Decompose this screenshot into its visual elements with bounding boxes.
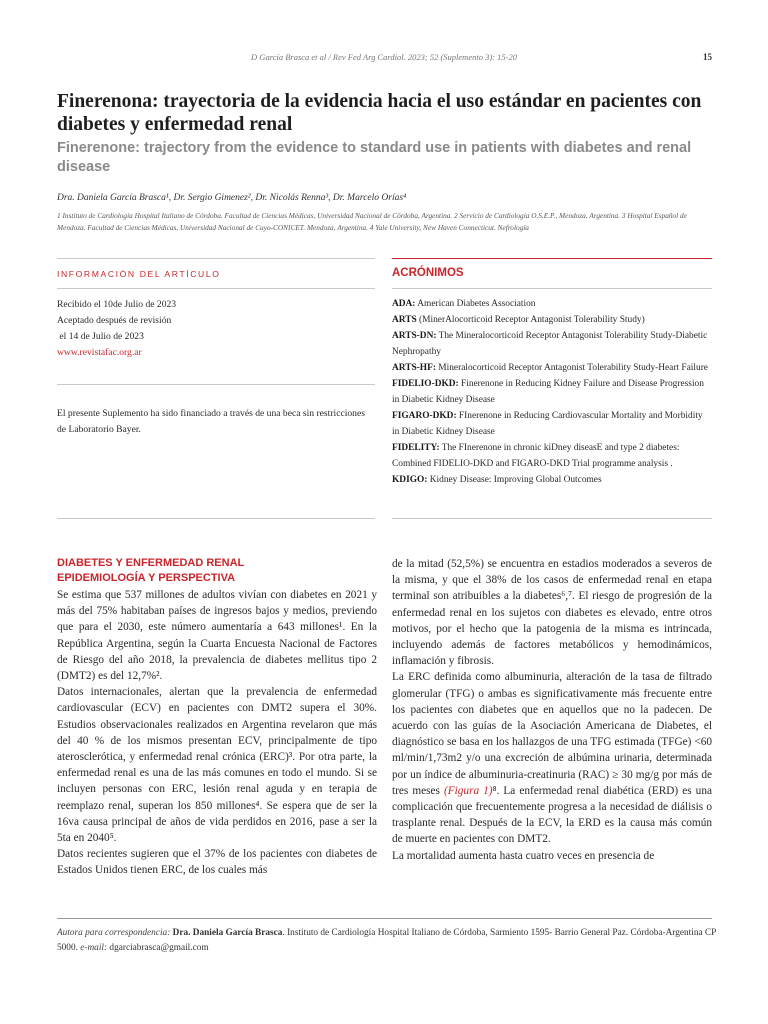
body-left-column: [57, 556, 377, 879]
running-head: D García Brasca et al / Rev Fed Arg Cardiol. 2023; 52 (Suplemento 3): 15-20: [251, 52, 517, 62]
body-right-column: [392, 556, 712, 864]
acronym-definition: The FInerenone in chronic kiDney diseasE and type 2 diabetes: Combined FIDELIO-DKD and FIGARO-DKD Trial programme analysis .: [392, 443, 680, 469]
author-list: Dra. Daniela García Brasca¹, Dr. Sergio Gimenez², Dr. Nicolás Renna³, Dr. Marcelo Orías⁴: [57, 193, 407, 203]
journal-website-link[interactable]: www.revistafac.org.ar: [57, 347, 142, 358]
correspondence-address: . Instituto de Cardiología Hospital Italiano de Córdoba, Sarmiento 1595- Barrio General Paz. Córdoba-Argentina CP 5000.: [57, 928, 716, 953]
body-paragraph: Datos internacionales, alertan que la prevalencia de enfermedad cardiovascular (ECV) en pacientes con DMT2 supera el 30%. Estudios observacionales realizados en Argentina revelaron que más del 40 % de los mismos presentan ECV, principalmente de tipo aterosclerótica, y enfermedad renal crónica (ERC)³. Por otra parte, la enfermedad renal es una de las más comunes en todo el mundo. Si se incluyen personas con ERC, lesión renal aguda y en terapia de reemplazo renal, superan los 850 millones⁴. Se espera que de ser la 16va causa principal de años de vida perdidos en 2016, pase a ser la 5ta en 2040⁵.: [57, 686, 377, 845]
acronym-term: FIDELIO-DKD:: [392, 379, 459, 389]
paragraph-text: ⁸. La enfermedad renal diabética (ERD) es una complicación que frecuentemente progresa a la necesidad de diálisis o trasplante renal. Después de la ECV, la ERD es la causa más común de muerte en pacientes con DMT2.: [392, 784, 712, 846]
acronym-item: [392, 312, 712, 328]
acronym-term: ARTS-HF:: [392, 363, 436, 373]
divider: [57, 258, 375, 259]
acronym-term: ADA:: [392, 299, 416, 309]
funding-statement: El presente Suplemento ha sido financiado a través de una beca sin restricciones de Laboratorio Bayer.: [57, 408, 365, 435]
divider: [392, 258, 712, 259]
email-label: e-mail:: [80, 942, 108, 953]
acronym-item: [392, 472, 712, 488]
acronym-definition: (MinerAlocorticoid Receptor Antagonist Tolerability Study): [416, 315, 645, 325]
section-heading-line-1: DIABETES Y ENFERMEDAD RENAL: [57, 557, 245, 569]
acronym-item: [392, 360, 712, 376]
correspondence-email[interactable]: dgarciabrasca@gmail.com: [107, 942, 209, 953]
acronym-definition: FInerenone in Reducing Cardiovascular Mortality and Morbidity in Diabetic Kidney Disease: [392, 411, 703, 437]
acronym-definition: Finerenone in Reducing Kidney Failure and Disease Progression in Diabetic Kidney Disease: [392, 379, 704, 405]
acronym-item: [392, 408, 712, 440]
correspondence-note: [57, 926, 717, 955]
footer-divider: [57, 918, 712, 919]
figure-reference-link[interactable]: (Figura 1): [443, 784, 493, 797]
acronym-item: [392, 440, 712, 472]
divider: [392, 518, 712, 519]
section-heading-line-2: EPIDEMIOLOGÍA Y PERSPECTIVA: [57, 571, 236, 584]
acronym-term: ARTS-DN:: [392, 331, 437, 341]
acronym-term: ARTS: [392, 315, 417, 325]
correspondence-author: Dra. Daniela García Brasca: [170, 928, 283, 938]
acronyms-heading: ACRÓNIMOS: [392, 267, 464, 279]
divider: [57, 288, 375, 289]
divider: [57, 518, 375, 519]
acronym-term: FIGARO-DKD:: [392, 411, 457, 421]
article-title-spanish: Finerenona: trayectoria de la evidencia hacia el uso estándar en pacientes con diabetes y enfermedad renal: [57, 91, 702, 135]
acronym-term: FIDELITY:: [392, 443, 440, 453]
article-info-heading: INFORMACIÓN DEL ARTÍCULO: [57, 269, 221, 279]
received-date: Recibido el 10de Julio de 2023: [57, 299, 177, 310]
body-paragraph: Se estima que 537 millones de adultos vivían con diabetes en 2021 y más del 75% habitaban países de ingresos bajos y medios, previendo que para el 2030, este número aumentaría a 643 millones¹. En la República Argentina, según la Cuarta Encuesta Nacional de Factores de Riesgo del año 2018, la prevalencia de diabetes mellitus tipo 2 (DMT2) es del 12,7%².: [57, 589, 377, 683]
accepted-date: el 14 de Julio de 2023: [57, 331, 144, 342]
acronym-definition: American Diabetes Association: [415, 299, 536, 309]
body-paragraph: de la mitad (52,5%) se encuentra en estadios moderados a severos de la misma, y que el 38% de los casos de enfermedad renal en etapa terminal son atribuibles a la diabetes⁶,⁷. El riesgo de progresión de la enfermedad renal en los sujetos con diabetes es elevado, entre otros motivos, por el hecho que la patogenia de la misma es intrincada, incluyendo además de factores metabólicos y hemodinámicos, inflamación y fibrosis.: [392, 558, 712, 668]
article-title-english: Finerenone: trajectory from the evidence to standard use in patients with diabetes and renal disease: [57, 140, 692, 175]
acronym-definition: Kidney Disease: Improving Global Outcomes: [427, 475, 602, 485]
body-paragraph: Datos recientes sugieren que el 37% de los pacientes con diabetes de Estados Unidos tienen ERC, de los cuales más: [57, 848, 377, 877]
divider: [392, 288, 712, 289]
acronym-item: [392, 296, 712, 312]
body-paragraph: [392, 669, 712, 847]
page-number: 15: [703, 52, 712, 62]
divider: [57, 384, 375, 385]
article-dates: [57, 297, 375, 361]
acronym-definition: The Mineralocorticoid Receptor Antagonist Tolerability Study-Diabetic Nephropathy: [392, 331, 708, 357]
acronym-item: [392, 328, 712, 360]
acronym-term: KDIGO:: [392, 475, 428, 485]
acronym-definition: Mineralocorticoid Receptor Antagonist Tolerability Study-Heart Failure: [435, 363, 708, 373]
author-affiliations: 1 Instituto de Cardiología Hospital Italiano de Córdoba. Facultad de Ciencias Médicas, Universidad Nacional de Córdoba, Argentina. 2 Servicio de Cardiología O.S.E.P., Mendoza, Argentina. 3 Hospital Español de Mendoza. Facultad de Ciencias Médicas, Universidad Nacional de Cuyo-CONICET. Mendoza, Argentina. 4 Yale University, New Haven Connecticut. Nefrología: [57, 211, 687, 232]
acronym-item: [392, 376, 712, 408]
acronym-list: [392, 296, 712, 488]
paragraph-text: La ERC definida como albuminuria, alteración de la tasa de filtrado glomerular (TFG) o ambas es significativamente más frecuente entre los pacientes con diabetes que en aquellos que no la padecen. De acuerdo con las guías de la Asociación Americana de Diabetes, el diagnóstico se basa en los hallazgos de una TFG estimada (TFGe) <60 ml/min/1,73m2 y/o una excreción de albúmina urinaria, determinada por un índice de albuminuria-creatinuria (RAC) ≥ 30 mg/g por más de tres meses: [392, 671, 712, 797]
correspondence-label: Autora para correspondencia:: [57, 928, 171, 938]
section-heading: [57, 556, 377, 585]
body-paragraph: La mortalidad aumenta hasta cuatro veces en presencia de: [392, 849, 655, 862]
accepted-label: Aceptado después de revisión: [57, 315, 172, 326]
